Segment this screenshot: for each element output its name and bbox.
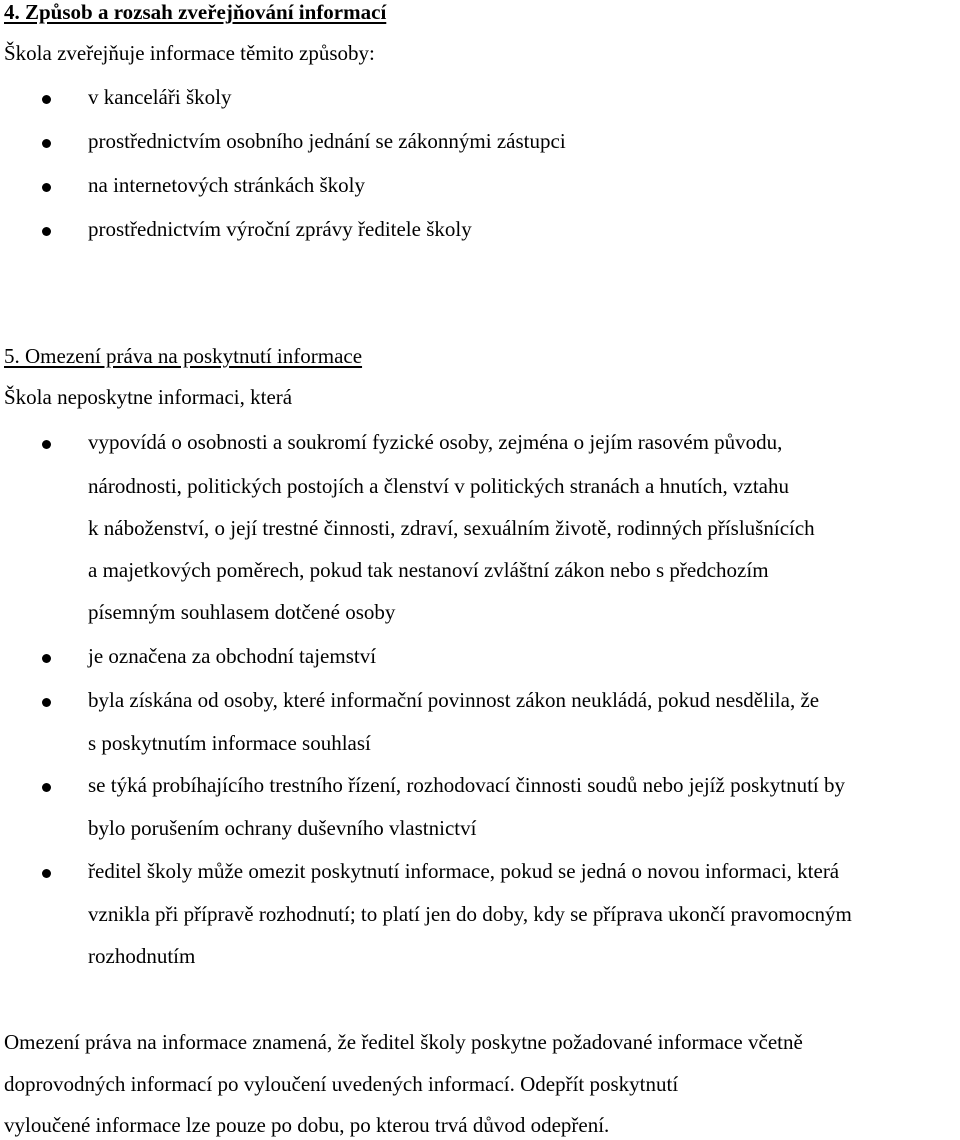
- section-5-heading: 5. Omezení práva na poskytnutí informace: [4, 344, 363, 368]
- bullet-icon: [42, 698, 51, 707]
- list-item-line: se týká probíhajícího trestního řízení, rozhodovací činnosti soudů nebo jejíž poskytnutí by: [88, 773, 846, 797]
- bullet-icon: [42, 183, 51, 192]
- list-item: prostřednictvím výroční zprávy ředitele školy: [88, 217, 472, 241]
- list-item-line: národnosti, politických postojích a členství v politických stranách a hnutích, vztahu: [88, 474, 789, 498]
- list-item: prostřednictvím osobního jednání se zákonnými zástupci: [88, 129, 566, 153]
- list-item: v kanceláři školy: [88, 85, 232, 109]
- paragraph-line: vyloučené informace lze pouze po dobu, po kterou trvá důvod odepření.: [4, 1113, 610, 1137]
- section-4-intro: Škola zveřejňuje informace těmito způsoby:: [4, 41, 375, 65]
- list-item-line: ředitel školy může omezit poskytnutí informace, pokud se jedná o novou informaci, která: [88, 859, 840, 883]
- list-item-line: je označena za obchodní tajemství: [88, 644, 377, 668]
- list-item-line: rozhodnutím: [88, 944, 196, 968]
- bullet-icon: [42, 869, 51, 878]
- bullet-icon: [42, 95, 51, 104]
- list-item-line: vypovídá o osobnosti a soukromí fyzické osoby, zejména o jejím rasovém původu,: [88, 430, 783, 454]
- paragraph-line: Omezení práva na informace znamená, že ředitel školy poskytne požadované informace včetně: [4, 1030, 803, 1054]
- section-5-intro: Škola neposkytne informaci, která: [4, 385, 293, 409]
- list-item-line: byla získána od osoby, které informační povinnost zákon neukládá, pokud nesdělila, že: [88, 688, 820, 712]
- bullet-icon: [42, 654, 51, 663]
- section-4-heading: 4. Způsob a rozsah zveřejňování informací: [4, 0, 387, 24]
- bullet-icon: [42, 783, 51, 792]
- list-item-line: bylo porušením ochrany duševního vlastnictví: [88, 816, 477, 840]
- list-item: na internetových stránkách školy: [88, 173, 365, 197]
- bullet-icon: [42, 139, 51, 148]
- list-item-line: písemným souhlasem dotčené osoby: [88, 600, 396, 624]
- list-item-line: k náboženství, o její trestné činnosti, zdraví, sexuálním životě, rodinných příslušnících: [88, 516, 815, 540]
- list-item-line: vznikla při přípravě rozhodnutí; to platí jen do doby, kdy se příprava ukončí pravomocným: [88, 902, 852, 926]
- paragraph-line: doprovodných informací po vyloučení uvedených informací. Odepřít poskytnutí: [4, 1072, 679, 1096]
- list-item-line: a majetkových poměrech, pokud tak nestanoví zvláštní zákon nebo s předchozím: [88, 558, 769, 582]
- bullet-icon: [42, 227, 51, 236]
- bullet-icon: [42, 440, 51, 449]
- list-item-line: s poskytnutím informace souhlasí: [88, 731, 371, 755]
